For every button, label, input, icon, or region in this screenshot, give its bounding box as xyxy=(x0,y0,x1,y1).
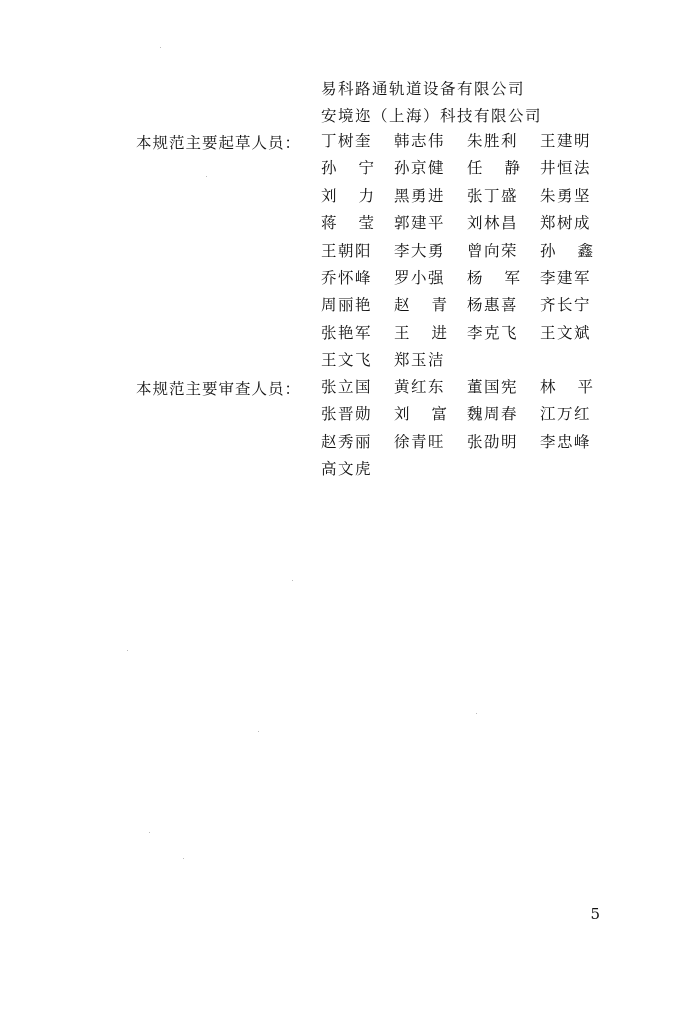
person-name: 王文斌 xyxy=(540,323,592,342)
organization-line-1: 易科路通轨道设备有限公司 xyxy=(321,80,526,98)
scan-speck xyxy=(160,47,161,48)
reviewers-label: 本规范主要审查人员： xyxy=(136,380,302,398)
person-name: 韩志伟 xyxy=(394,132,446,150)
reviewers-name-list xyxy=(321,377,613,487)
drafters-label: 本规范主要起草人员： xyxy=(136,134,302,152)
organization-line-2: 安境迩（上海）科技有限公司 xyxy=(321,107,543,125)
person-name: 王文飞 xyxy=(321,351,373,370)
person-name: 董国宪 xyxy=(467,378,519,396)
person-name: 李克飞 xyxy=(467,323,519,342)
person-name: 曾向荣 xyxy=(467,241,519,260)
drafters-name-list xyxy=(321,131,613,378)
scan-speck xyxy=(292,580,293,581)
person-name: 郑玉洁 xyxy=(394,351,446,370)
person-name: 徐青旺 xyxy=(394,432,446,451)
scan-speck xyxy=(149,832,150,833)
person-name: 高文虎 xyxy=(321,460,373,479)
person-name: 张劭明 xyxy=(467,432,519,451)
person-name: 杨惠喜 xyxy=(467,296,519,315)
person-name: 蒋 莹 xyxy=(321,214,374,233)
person-name: 李建军 xyxy=(540,268,592,287)
person-name: 井恒法 xyxy=(540,159,592,178)
scan-speck xyxy=(183,858,184,859)
person-name: 刘 力 xyxy=(321,186,374,205)
scan-speck xyxy=(258,731,259,732)
person-name: 孙 宁 xyxy=(321,159,374,178)
person-name: 朱胜利 xyxy=(467,132,519,150)
person-name: 王建明 xyxy=(540,132,592,150)
person-name: 黄红东 xyxy=(394,378,446,396)
scan-speck xyxy=(206,176,207,177)
page-number: 5 xyxy=(590,905,600,923)
person-name: 赵秀丽 xyxy=(321,432,373,451)
person-name: 黑勇进 xyxy=(394,186,446,205)
person-name: 李大勇 xyxy=(394,241,446,260)
person-name: 孙 鑫 xyxy=(540,241,593,260)
person-name: 张丁盛 xyxy=(467,186,519,205)
person-name: 李忠峰 xyxy=(540,432,592,451)
person-name: 赵 青 xyxy=(394,296,447,315)
person-name: 罗小强 xyxy=(394,268,446,287)
person-name: 周丽艳 xyxy=(321,296,373,315)
person-name: 张晋勋 xyxy=(321,405,373,424)
person-name: 王 进 xyxy=(394,323,447,342)
person-name: 郭建平 xyxy=(394,214,446,233)
person-name: 乔怀峰 xyxy=(321,268,373,287)
person-name: 刘 富 xyxy=(394,405,447,424)
person-name: 魏周春 xyxy=(467,405,519,424)
person-name: 任 静 xyxy=(467,159,520,178)
scan-speck xyxy=(476,713,477,714)
person-name: 朱勇坚 xyxy=(540,186,592,205)
person-name: 张立国 xyxy=(321,378,373,396)
person-name: 王朝阳 xyxy=(321,241,373,260)
person-name: 郑树成 xyxy=(540,214,592,233)
person-name: 刘林昌 xyxy=(467,214,519,233)
person-name: 江万红 xyxy=(540,405,592,424)
person-name: 杨 军 xyxy=(467,268,520,287)
person-name: 林 平 xyxy=(540,378,593,396)
person-name: 孙京健 xyxy=(394,159,446,178)
person-name: 丁树奎 xyxy=(321,132,373,150)
scan-speck xyxy=(127,650,128,651)
person-name: 张艳军 xyxy=(321,323,373,342)
person-name: 齐长宁 xyxy=(540,296,592,315)
